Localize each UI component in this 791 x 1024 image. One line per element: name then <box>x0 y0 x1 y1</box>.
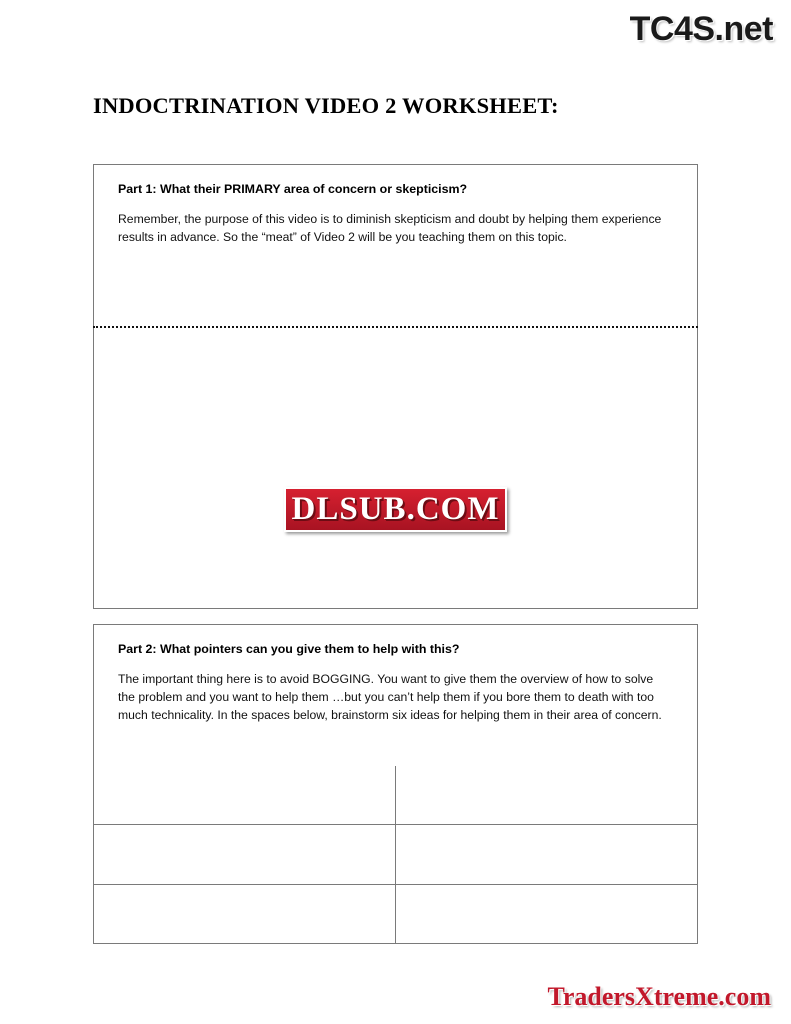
part-2-answer-grid <box>93 766 698 944</box>
part-1-content <box>94 165 697 247</box>
tc4s-watermark: TC4S.net <box>629 10 773 48</box>
part-1-divider <box>93 326 698 328</box>
tradersxtreme-watermark: TradersXtreme.com <box>547 982 771 1011</box>
answer-cell[interactable] <box>93 766 396 825</box>
answer-cell[interactable] <box>93 885 396 944</box>
part-1-body: Remember, the purpose of this video is to diminish skepticism and doubt by helping them experience results in advance. So the “meat” of Video 2 will be you teaching them on this topic. <box>118 212 662 244</box>
part-1-section <box>93 164 698 609</box>
part-1-heading: Part 1: What their PRIMARY area of concern or skepticism? <box>118 182 468 196</box>
part-2-content <box>94 625 697 724</box>
part-2-heading: Part 2: What pointers can you give them to help with this? <box>118 642 460 656</box>
page-title: INDOCTRINATION VIDEO 2 WORKSHEET: <box>93 93 559 118</box>
dlsub-watermark <box>0 487 791 532</box>
answer-cell[interactable] <box>396 766 699 825</box>
dlsub-watermark-text: DLSUB.COM <box>284 487 508 532</box>
part-2-body: The important thing here is to avoid BOGGING. You want to give them the overview of how to solve the problem and you want to help them …but you can’t help them if you bore them to death with too much technicality. In the spaces below, brainstorm six ideas for helping them in their area of concern. <box>118 672 662 722</box>
answer-cell[interactable] <box>93 825 396 884</box>
answer-cell[interactable] <box>396 885 699 944</box>
answer-cell[interactable] <box>396 825 699 884</box>
